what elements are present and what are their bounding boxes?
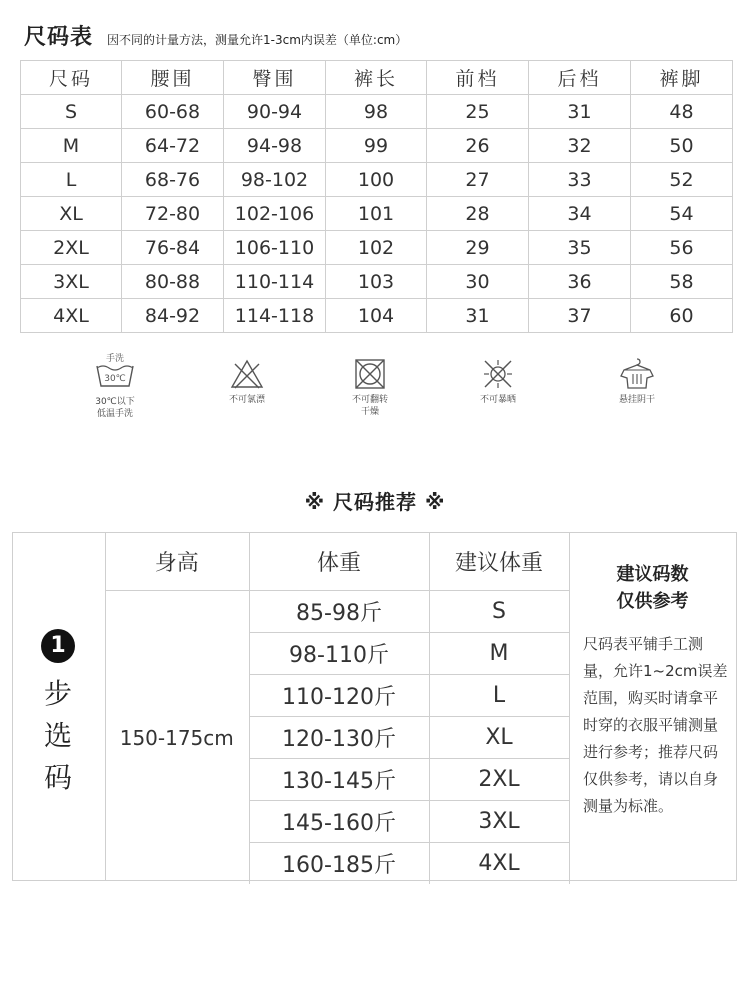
table-cell: 31 xyxy=(529,95,631,129)
table-cell: 35 xyxy=(529,231,631,265)
table-cell: M xyxy=(21,129,122,163)
column-header: 前档 xyxy=(427,61,529,95)
table-cell: XL xyxy=(21,197,122,231)
care-label-line1: 不可氯漂 xyxy=(228,395,265,405)
care-label-line1: 不可翻转 xyxy=(351,395,388,405)
table-cell: 90-94 xyxy=(224,95,326,129)
weight-range: 130-145斤 xyxy=(249,759,429,801)
care-label xyxy=(70,396,160,420)
table-cell: 106-110 xyxy=(224,231,326,265)
table-cell: 34 xyxy=(529,197,631,231)
recommended-size: S xyxy=(429,591,569,633)
weight-range: 160-185斤 xyxy=(249,843,429,885)
page-title: 尺码表 xyxy=(24,25,94,50)
height-range: 150-175cm xyxy=(105,591,249,885)
table-cell: 28 xyxy=(427,197,529,231)
table-cell: 100 xyxy=(326,163,427,197)
care-instructions xyxy=(0,352,750,432)
table-row xyxy=(105,591,569,633)
step-label xyxy=(41,673,75,799)
weight-range: 120-130斤 xyxy=(249,717,429,759)
no-sun-icon xyxy=(480,358,516,390)
column-header: 尺码 xyxy=(21,61,122,95)
column-header: 腰围 xyxy=(122,61,224,95)
step-number-badge: 1 xyxy=(41,629,75,663)
hang-dry-shade-icon xyxy=(618,356,656,390)
table-cell: 3XL xyxy=(21,265,122,299)
table-row xyxy=(21,163,733,197)
table-cell: 48 xyxy=(631,95,733,129)
table-cell: 60-68 xyxy=(122,95,224,129)
size-table-header xyxy=(21,61,733,95)
recommend-header-row xyxy=(105,533,569,591)
step-label-char: 步 xyxy=(43,677,72,710)
recommended-size: 4XL xyxy=(429,843,569,885)
care-label-line1: 悬挂阴干 xyxy=(618,395,655,405)
size-table xyxy=(20,60,733,333)
table-row xyxy=(21,231,733,265)
recommended-size: XL xyxy=(429,717,569,759)
table-cell: L xyxy=(21,163,122,197)
table-cell: 110-114 xyxy=(224,265,326,299)
recommend-box xyxy=(12,532,737,881)
step-label-char: 码 xyxy=(43,761,72,794)
table-cell: 33 xyxy=(529,163,631,197)
svg-text:30℃: 30℃ xyxy=(104,374,126,384)
table-cell: 37 xyxy=(529,299,631,333)
care-label-line1: 30℃以下 xyxy=(95,397,135,407)
care-label xyxy=(325,394,415,418)
care-item-hand-wash xyxy=(70,352,160,420)
no-bleach-icon xyxy=(229,358,265,390)
svg-text:手洗: 手洗 xyxy=(105,354,125,364)
table-cell: 2XL xyxy=(21,231,122,265)
table-cell: 98 xyxy=(326,95,427,129)
table-cell: S xyxy=(21,95,122,129)
no-tumble-dry-icon xyxy=(353,358,387,390)
column-header: 臀围 xyxy=(224,61,326,95)
table-row xyxy=(21,129,733,163)
table-cell: 80-88 xyxy=(122,265,224,299)
table-cell: 64-72 xyxy=(122,129,224,163)
table-cell: 31 xyxy=(427,299,529,333)
step-column xyxy=(13,533,106,880)
care-item-no-bleach xyxy=(202,358,292,406)
table-cell: 98-102 xyxy=(224,163,326,197)
hand-wash-30-icon xyxy=(93,352,137,392)
table-row xyxy=(21,197,733,231)
recommended-size: 2XL xyxy=(429,759,569,801)
table-cell: 104 xyxy=(326,299,427,333)
table-cell: 102-106 xyxy=(224,197,326,231)
table-row xyxy=(21,299,733,333)
table-cell: 32 xyxy=(529,129,631,163)
care-item-hang-dry xyxy=(592,356,682,406)
weight-range: 85-98斤 xyxy=(249,591,429,633)
recommended-size: M xyxy=(429,633,569,675)
table-row xyxy=(21,95,733,129)
table-cell: 56 xyxy=(631,231,733,265)
table-cell: 114-118 xyxy=(224,299,326,333)
table-cell: 99 xyxy=(326,129,427,163)
table-cell: 29 xyxy=(427,231,529,265)
recommend-title: ※ 尺码推荐 ※ xyxy=(304,490,446,514)
recommended-size: 3XL xyxy=(429,801,569,843)
recommend-table xyxy=(105,533,570,884)
care-label xyxy=(202,394,292,406)
care-label-line2: 低温手洗 xyxy=(96,409,133,419)
note-heading xyxy=(569,561,736,615)
table-cell: 30 xyxy=(427,265,529,299)
table-cell: 58 xyxy=(631,265,733,299)
care-label xyxy=(592,394,682,406)
column-header: 后档 xyxy=(529,61,631,95)
weight-range: 98-110斤 xyxy=(249,633,429,675)
care-label xyxy=(453,394,543,406)
column-header: 裤脚 xyxy=(631,61,733,95)
recommended-size: L xyxy=(429,675,569,717)
column-header: 身高 xyxy=(105,533,249,591)
table-cell: 94-98 xyxy=(224,129,326,163)
weight-range: 145-160斤 xyxy=(249,801,429,843)
table-cell: 54 xyxy=(631,197,733,231)
measurement-note: 因不同的计量方法，测量允许1-3cm内误差（单位:cm） xyxy=(107,33,408,47)
weight-range: 110-120斤 xyxy=(249,675,429,717)
note-body: 尺码表平铺手工测量，允许1~2cm误差范围，购买时请拿平时穿的衣服平铺测量进行参考；推荐尺码仅供参考，请以自身测量为标准。 xyxy=(583,635,728,815)
table-cell: 76-84 xyxy=(122,231,224,265)
table-cell: 36 xyxy=(529,265,631,299)
table-cell: 101 xyxy=(326,197,427,231)
note-heading-line1: 建议码数 xyxy=(616,564,689,585)
table-cell: 27 xyxy=(427,163,529,197)
care-item-no-tumble-dry xyxy=(325,358,415,418)
table-cell: 52 xyxy=(631,163,733,197)
table-cell: 72-80 xyxy=(122,197,224,231)
note-heading-line2: 仅供参考 xyxy=(616,591,689,612)
column-header: 建议体重 xyxy=(429,533,569,591)
care-item-no-sun xyxy=(453,358,543,406)
table-cell: 68-76 xyxy=(122,163,224,197)
table-cell: 102 xyxy=(326,231,427,265)
table-cell: 25 xyxy=(427,95,529,129)
table-cell: 4XL xyxy=(21,299,122,333)
table-cell: 50 xyxy=(631,129,733,163)
step-label-char: 选 xyxy=(43,719,72,752)
header xyxy=(24,20,407,51)
recommend-note xyxy=(569,533,736,880)
column-header: 体重 xyxy=(249,533,429,591)
table-cell: 103 xyxy=(326,265,427,299)
column-header: 裤长 xyxy=(326,61,427,95)
care-label-line1: 不可暴晒 xyxy=(479,395,516,405)
table-cell: 60 xyxy=(631,299,733,333)
table-cell: 84-92 xyxy=(122,299,224,333)
table-row xyxy=(21,265,733,299)
table-cell: 26 xyxy=(427,129,529,163)
care-label-line2: 干燥 xyxy=(360,407,379,417)
